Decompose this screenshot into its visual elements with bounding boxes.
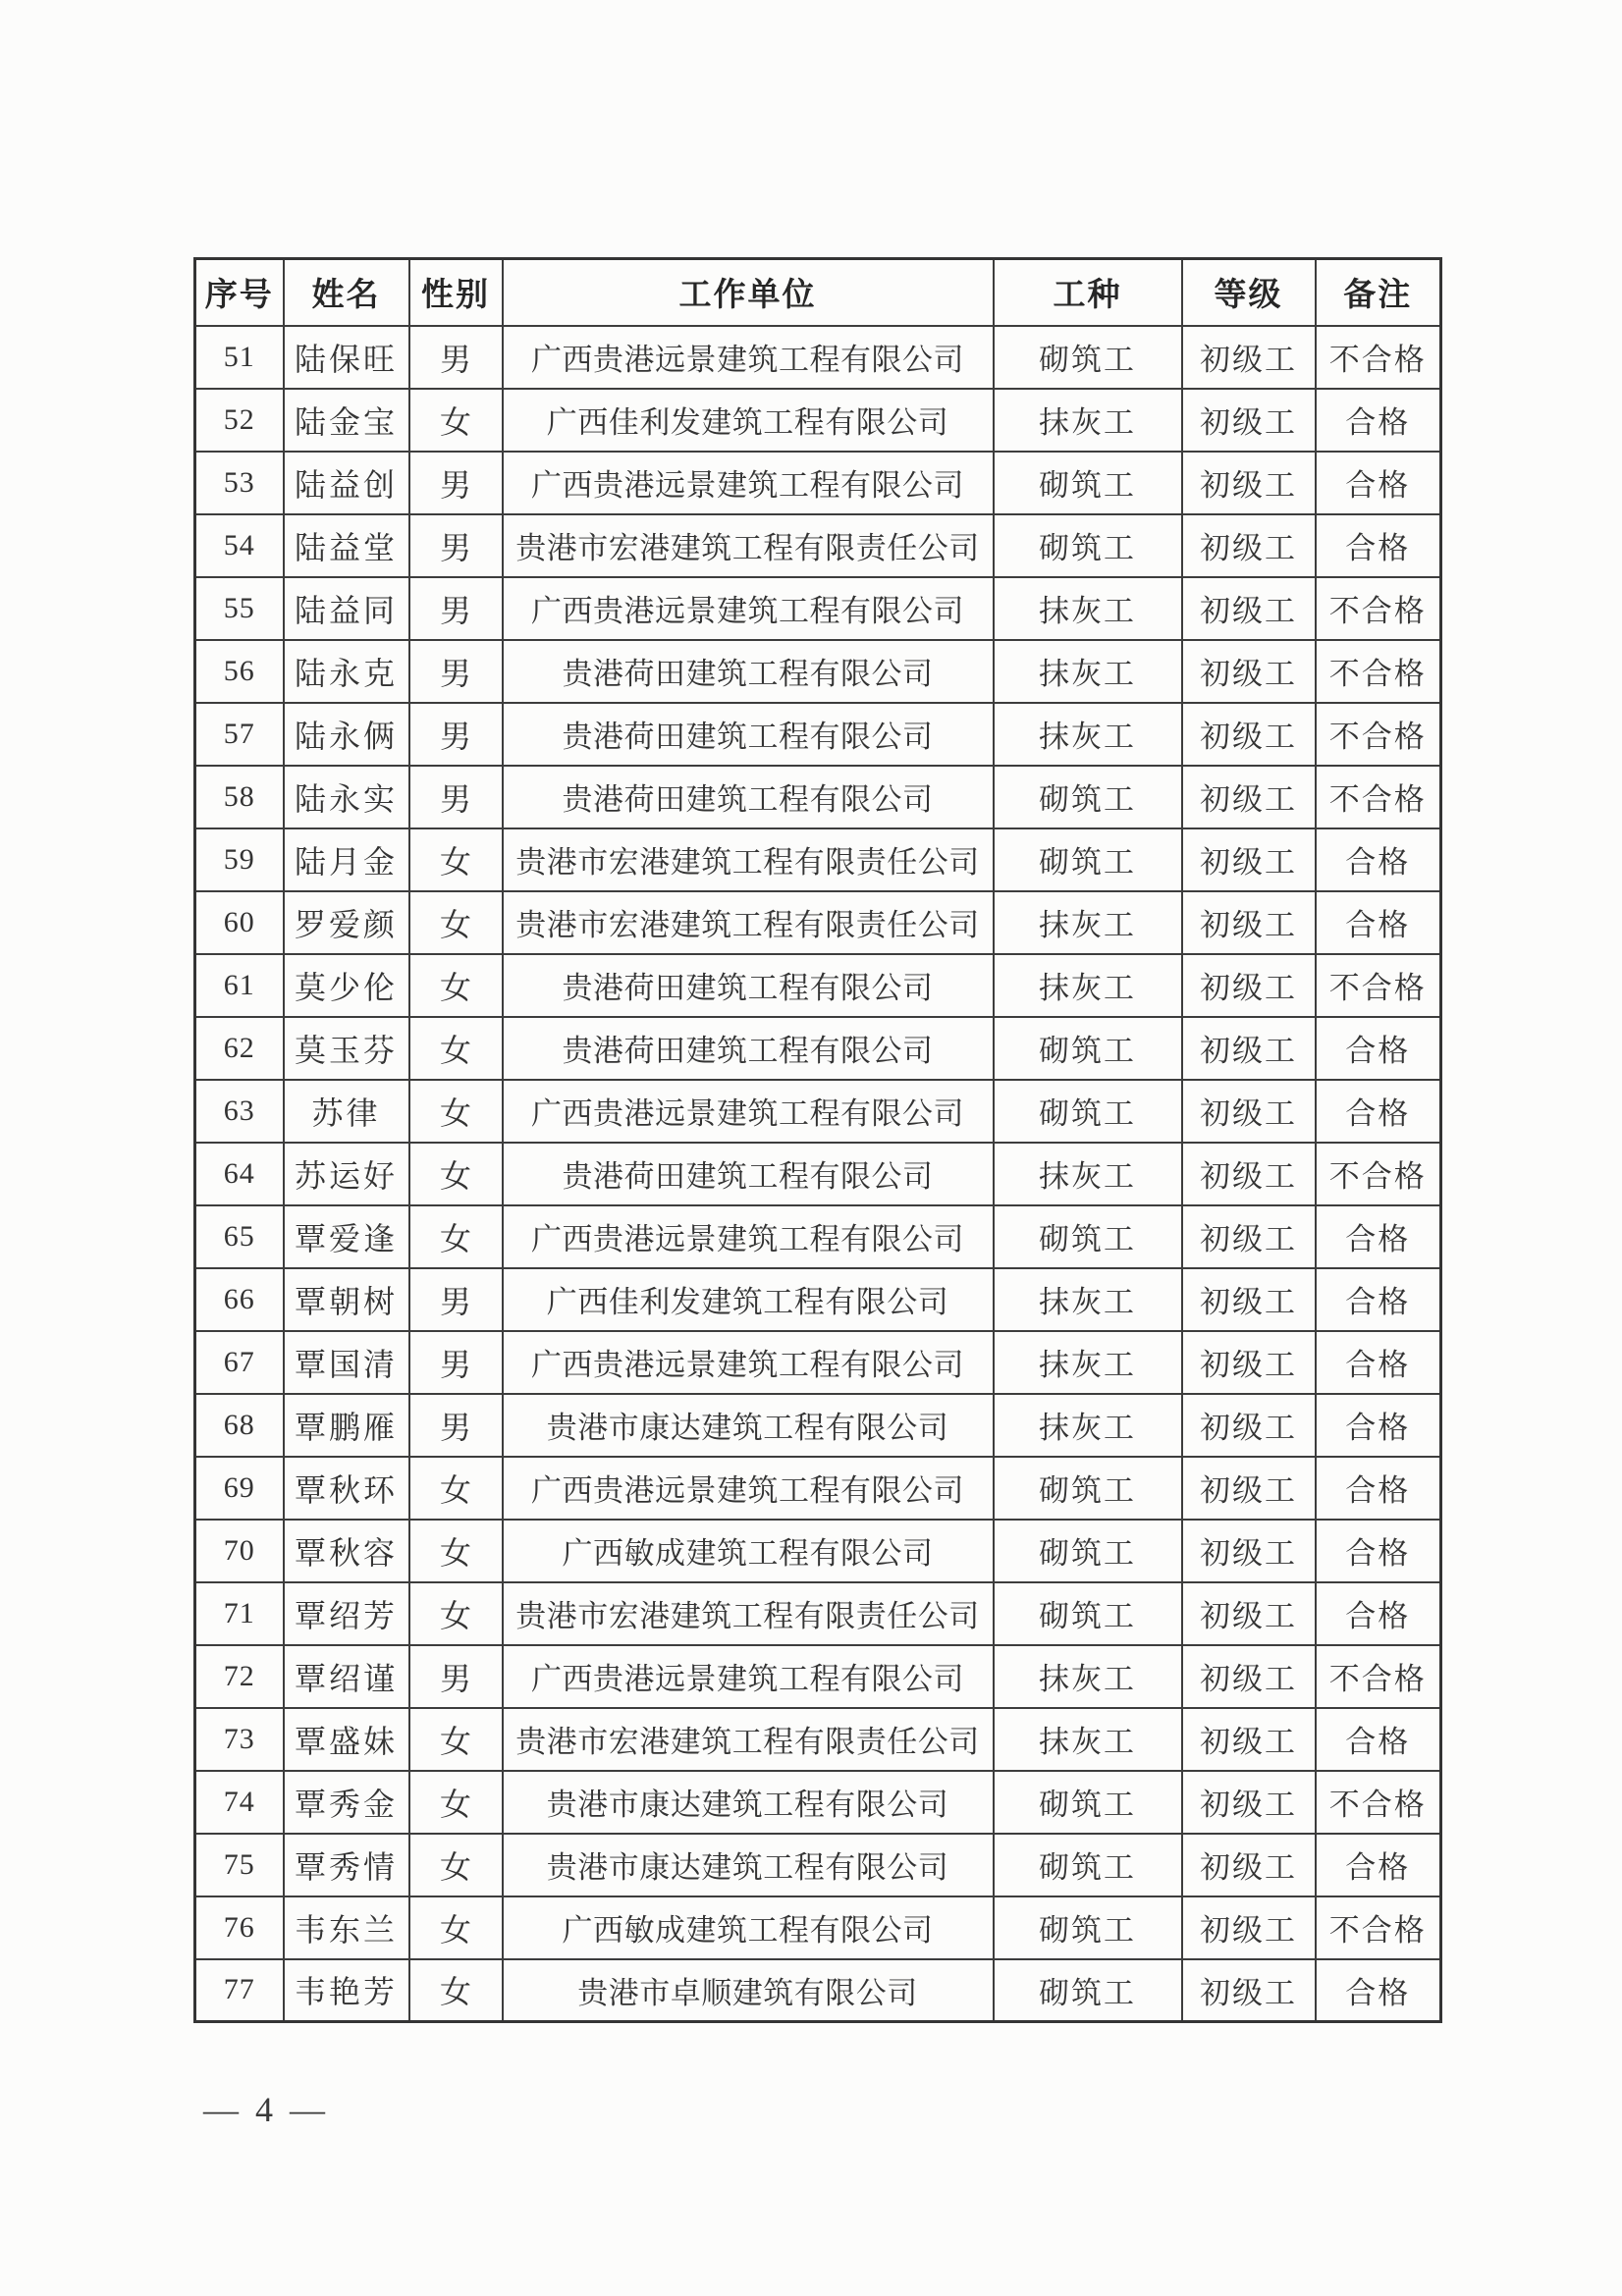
- cell-name: 覃盛妹: [284, 1708, 409, 1771]
- cell-gender: 男: [409, 766, 503, 828]
- cell-company: 贵港荷田建筑工程有限公司: [503, 766, 994, 828]
- cell-gender: 男: [409, 640, 503, 703]
- cell-trade: 抹灰工: [994, 577, 1182, 640]
- cell-grade: 初级工: [1182, 514, 1316, 577]
- cell-name: 覃朝树: [284, 1268, 409, 1331]
- cell-grade: 初级工: [1182, 640, 1316, 703]
- cell-remark: 不合格: [1316, 766, 1441, 828]
- cell-index: 68: [195, 1394, 284, 1457]
- cell-name: 覃绍芳: [284, 1582, 409, 1645]
- cell-gender: 女: [409, 1834, 503, 1896]
- cell-remark: 合格: [1316, 389, 1441, 452]
- cell-trade: 砌筑工: [994, 514, 1182, 577]
- cell-remark: 合格: [1316, 1582, 1441, 1645]
- cell-company: 贵港市宏港建筑工程有限责任公司: [503, 1708, 994, 1771]
- cell-name: 覃国清: [284, 1331, 409, 1394]
- cell-trade: 砌筑工: [994, 1457, 1182, 1520]
- roster-table: [193, 257, 1442, 2023]
- cell-gender: 男: [409, 1394, 503, 1457]
- cell-company: 贵港市康达建筑工程有限公司: [503, 1394, 994, 1457]
- cell-remark: 不合格: [1316, 326, 1441, 389]
- cell-remark: 不合格: [1316, 1896, 1441, 1959]
- cell-remark: 合格: [1316, 1080, 1441, 1143]
- cell-remark: 不合格: [1316, 1143, 1441, 1205]
- cell-index: 60: [195, 891, 284, 954]
- cell-remark: 合格: [1316, 1394, 1441, 1457]
- cell-index: 72: [195, 1645, 284, 1708]
- cell-name: 莫少伦: [284, 954, 409, 1017]
- cell-company: 贵港市宏港建筑工程有限责任公司: [503, 891, 994, 954]
- cell-trade: 砌筑工: [994, 766, 1182, 828]
- cell-trade: 抹灰工: [994, 703, 1182, 766]
- table-row: [195, 514, 1441, 577]
- cell-name: 覃绍谨: [284, 1645, 409, 1708]
- cell-grade: 初级工: [1182, 452, 1316, 514]
- cell-trade: 抹灰工: [994, 1268, 1182, 1331]
- cell-gender: 男: [409, 577, 503, 640]
- cell-name: 覃秀金: [284, 1771, 409, 1834]
- cell-remark: 合格: [1316, 891, 1441, 954]
- cell-name: 陆益创: [284, 452, 409, 514]
- table-row: [195, 577, 1441, 640]
- cell-gender: 男: [409, 514, 503, 577]
- cell-name: 陆金宝: [284, 389, 409, 452]
- cell-trade: 抹灰工: [994, 1394, 1182, 1457]
- cell-remark: 合格: [1316, 1205, 1441, 1268]
- cell-trade: 抹灰工: [994, 1645, 1182, 1708]
- cell-grade: 初级工: [1182, 1268, 1316, 1331]
- cell-trade: 砌筑工: [994, 828, 1182, 891]
- table-row: [195, 640, 1441, 703]
- cell-index: 56: [195, 640, 284, 703]
- cell-grade: 初级工: [1182, 1645, 1316, 1708]
- table-row: [195, 1394, 1441, 1457]
- cell-grade: 初级工: [1182, 1205, 1316, 1268]
- cell-trade: 砌筑工: [994, 1080, 1182, 1143]
- cell-company: 广西佳利发建筑工程有限公司: [503, 1268, 994, 1331]
- cell-company: 广西贵港远景建筑工程有限公司: [503, 1331, 994, 1394]
- cell-index: 52: [195, 389, 284, 452]
- cell-name: 覃鹏雁: [284, 1394, 409, 1457]
- table-row: [195, 389, 1441, 452]
- cell-remark: 合格: [1316, 452, 1441, 514]
- cell-grade: 初级工: [1182, 1394, 1316, 1457]
- cell-grade: 初级工: [1182, 1959, 1316, 2022]
- cell-index: 64: [195, 1143, 284, 1205]
- cell-company: 广西敏成建筑工程有限公司: [503, 1520, 994, 1582]
- cell-remark: 合格: [1316, 514, 1441, 577]
- cell-remark: 合格: [1316, 828, 1441, 891]
- cell-company: 广西贵港远景建筑工程有限公司: [503, 1205, 994, 1268]
- cell-grade: 初级工: [1182, 1708, 1316, 1771]
- cell-grade: 初级工: [1182, 954, 1316, 1017]
- cell-index: 59: [195, 828, 284, 891]
- table-row: [195, 891, 1441, 954]
- cell-company: 贵港市康达建筑工程有限公司: [503, 1771, 994, 1834]
- cell-grade: 初级工: [1182, 891, 1316, 954]
- cell-grade: 初级工: [1182, 1834, 1316, 1896]
- cell-remark: 合格: [1316, 1457, 1441, 1520]
- cell-trade: 抹灰工: [994, 891, 1182, 954]
- cell-name: 覃秋容: [284, 1520, 409, 1582]
- cell-gender: 男: [409, 1331, 503, 1394]
- cell-index: 75: [195, 1834, 284, 1896]
- cell-remark: 不合格: [1316, 640, 1441, 703]
- table-row: [195, 1080, 1441, 1143]
- cell-remark: 合格: [1316, 1959, 1441, 2022]
- cell-gender: 女: [409, 1017, 503, 1080]
- table-row: [195, 1331, 1441, 1394]
- cell-gender: 女: [409, 1959, 503, 2022]
- cell-grade: 初级工: [1182, 1080, 1316, 1143]
- cell-trade: 砌筑工: [994, 1896, 1182, 1959]
- cell-company: 贵港荷田建筑工程有限公司: [503, 640, 994, 703]
- cell-remark: 合格: [1316, 1331, 1441, 1394]
- cell-grade: 初级工: [1182, 1582, 1316, 1645]
- cell-company: 贵港荷田建筑工程有限公司: [503, 1143, 994, 1205]
- cell-gender: 女: [409, 1896, 503, 1959]
- cell-index: 69: [195, 1457, 284, 1520]
- header-gender: 性别: [409, 259, 503, 326]
- cell-grade: 初级工: [1182, 1143, 1316, 1205]
- cell-trade: 抹灰工: [994, 1143, 1182, 1205]
- cell-grade: 初级工: [1182, 1896, 1316, 1959]
- cell-grade: 初级工: [1182, 1331, 1316, 1394]
- cell-name: 覃爱逢: [284, 1205, 409, 1268]
- cell-name: 莫玉芬: [284, 1017, 409, 1080]
- cell-company: 贵港市宏港建筑工程有限责任公司: [503, 514, 994, 577]
- cell-gender: 女: [409, 1582, 503, 1645]
- cell-grade: 初级工: [1182, 326, 1316, 389]
- cell-index: 53: [195, 452, 284, 514]
- cell-trade: 砌筑工: [994, 452, 1182, 514]
- table-row: [195, 1645, 1441, 1708]
- cell-company: 贵港荷田建筑工程有限公司: [503, 1017, 994, 1080]
- cell-name: 覃秀情: [284, 1834, 409, 1896]
- cell-grade: 初级工: [1182, 766, 1316, 828]
- header-trade: 工种: [994, 259, 1182, 326]
- cell-company: 广西贵港远景建筑工程有限公司: [503, 577, 994, 640]
- table-row: [195, 954, 1441, 1017]
- cell-grade: 初级工: [1182, 1771, 1316, 1834]
- cell-gender: 女: [409, 1205, 503, 1268]
- table-row: [195, 1582, 1441, 1645]
- cell-company: 广西敏成建筑工程有限公司: [503, 1896, 994, 1959]
- cell-name: 陆永俩: [284, 703, 409, 766]
- table-row: [195, 1959, 1441, 2022]
- table-row: [195, 703, 1441, 766]
- cell-trade: 砌筑工: [994, 1959, 1182, 2022]
- cell-trade: 砌筑工: [994, 1834, 1182, 1896]
- table-row: [195, 1834, 1441, 1896]
- cell-company: 广西贵港远景建筑工程有限公司: [503, 326, 994, 389]
- cell-name: 韦东兰: [284, 1896, 409, 1959]
- cell-name: 苏律: [284, 1080, 409, 1143]
- cell-name: 韦艳芳: [284, 1959, 409, 2022]
- table-row: [195, 828, 1441, 891]
- cell-remark: 不合格: [1316, 954, 1441, 1017]
- header-company: 工作单位: [503, 259, 994, 326]
- cell-grade: 初级工: [1182, 828, 1316, 891]
- cell-trade: 抹灰工: [994, 1331, 1182, 1394]
- cell-grade: 初级工: [1182, 577, 1316, 640]
- header-name: 姓名: [284, 259, 409, 326]
- table-row: [195, 1771, 1441, 1834]
- cell-remark: 合格: [1316, 1268, 1441, 1331]
- cell-trade: 砌筑工: [994, 1582, 1182, 1645]
- header-remark: 备注: [1316, 259, 1441, 326]
- table-row: [195, 1143, 1441, 1205]
- cell-gender: 男: [409, 326, 503, 389]
- cell-name: 陆益同: [284, 577, 409, 640]
- cell-gender: 女: [409, 389, 503, 452]
- cell-gender: 男: [409, 452, 503, 514]
- cell-index: 51: [195, 326, 284, 389]
- cell-index: 76: [195, 1896, 284, 1959]
- cell-index: 62: [195, 1017, 284, 1080]
- cell-trade: 抹灰工: [994, 954, 1182, 1017]
- cell-company: 贵港荷田建筑工程有限公司: [503, 703, 994, 766]
- cell-index: 77: [195, 1959, 284, 2022]
- table-row: [195, 452, 1441, 514]
- cell-remark: 不合格: [1316, 1771, 1441, 1834]
- cell-gender: 女: [409, 1520, 503, 1582]
- cell-index: 74: [195, 1771, 284, 1834]
- cell-gender: 女: [409, 954, 503, 1017]
- cell-remark: 不合格: [1316, 1645, 1441, 1708]
- table-row: [195, 1457, 1441, 1520]
- cell-company: 贵港荷田建筑工程有限公司: [503, 954, 994, 1017]
- table-row: [195, 1205, 1441, 1268]
- cell-name: 陆永克: [284, 640, 409, 703]
- header-row: [195, 259, 1441, 326]
- cell-gender: 女: [409, 828, 503, 891]
- cell-grade: 初级工: [1182, 1520, 1316, 1582]
- cell-grade: 初级工: [1182, 1457, 1316, 1520]
- cell-company: 广西贵港远景建筑工程有限公司: [503, 452, 994, 514]
- table-body: [195, 326, 1441, 2022]
- cell-index: 70: [195, 1520, 284, 1582]
- cell-remark: 合格: [1316, 1520, 1441, 1582]
- cell-grade: 初级工: [1182, 1017, 1316, 1080]
- cell-trade: 砌筑工: [994, 1520, 1182, 1582]
- cell-gender: 女: [409, 891, 503, 954]
- table-row: [195, 1268, 1441, 1331]
- cell-remark: 合格: [1316, 1708, 1441, 1771]
- cell-company: 广西贵港远景建筑工程有限公司: [503, 1645, 994, 1708]
- cell-remark: 合格: [1316, 1834, 1441, 1896]
- cell-trade: 抹灰工: [994, 640, 1182, 703]
- cell-company: 广西佳利发建筑工程有限公司: [503, 389, 994, 452]
- cell-trade: 砌筑工: [994, 326, 1182, 389]
- cell-name: 陆永实: [284, 766, 409, 828]
- cell-index: 54: [195, 514, 284, 577]
- cell-index: 57: [195, 703, 284, 766]
- cell-company: 广西贵港远景建筑工程有限公司: [503, 1457, 994, 1520]
- cell-index: 65: [195, 1205, 284, 1268]
- cell-index: 73: [195, 1708, 284, 1771]
- header-grade: 等级: [1182, 259, 1316, 326]
- table-row: [195, 766, 1441, 828]
- cell-name: 覃秋环: [284, 1457, 409, 1520]
- cell-name: 苏运好: [284, 1143, 409, 1205]
- cell-index: 58: [195, 766, 284, 828]
- cell-gender: 男: [409, 1268, 503, 1331]
- cell-name: 陆月金: [284, 828, 409, 891]
- cell-index: 55: [195, 577, 284, 640]
- cell-gender: 女: [409, 1080, 503, 1143]
- cell-company: 贵港市宏港建筑工程有限责任公司: [503, 1582, 994, 1645]
- cell-name: 陆保旺: [284, 326, 409, 389]
- table-row: [195, 1017, 1441, 1080]
- cell-remark: 合格: [1316, 1017, 1441, 1080]
- cell-trade: 砌筑工: [994, 1017, 1182, 1080]
- cell-name: 罗爱颜: [284, 891, 409, 954]
- cell-gender: 男: [409, 1645, 503, 1708]
- cell-trade: 砌筑工: [994, 1771, 1182, 1834]
- cell-company: 贵港市宏港建筑工程有限责任公司: [503, 828, 994, 891]
- cell-index: 67: [195, 1331, 284, 1394]
- cell-remark: 不合格: [1316, 577, 1441, 640]
- cell-grade: 初级工: [1182, 389, 1316, 452]
- page-number: — 4 —: [203, 2090, 329, 2129]
- table-row: [195, 1896, 1441, 1959]
- cell-index: 66: [195, 1268, 284, 1331]
- cell-company: 贵港市康达建筑工程有限公司: [503, 1834, 994, 1896]
- cell-gender: 女: [409, 1457, 503, 1520]
- cell-company: 贵港市卓顺建筑有限公司: [503, 1959, 994, 2022]
- cell-index: 61: [195, 954, 284, 1017]
- cell-gender: 男: [409, 703, 503, 766]
- cell-trade: 砌筑工: [994, 1205, 1182, 1268]
- cell-trade: 抹灰工: [994, 1708, 1182, 1771]
- cell-gender: 女: [409, 1143, 503, 1205]
- cell-trade: 抹灰工: [994, 389, 1182, 452]
- cell-remark: 不合格: [1316, 703, 1441, 766]
- cell-index: 71: [195, 1582, 284, 1645]
- cell-company: 广西贵港远景建筑工程有限公司: [503, 1080, 994, 1143]
- header-index: 序号: [195, 259, 284, 326]
- cell-gender: 女: [409, 1708, 503, 1771]
- cell-index: 63: [195, 1080, 284, 1143]
- cell-name: 陆益堂: [284, 514, 409, 577]
- cell-gender: 女: [409, 1771, 503, 1834]
- table-row: [195, 1708, 1441, 1771]
- cell-grade: 初级工: [1182, 703, 1316, 766]
- table-row: [195, 1520, 1441, 1582]
- table-row: [195, 326, 1441, 389]
